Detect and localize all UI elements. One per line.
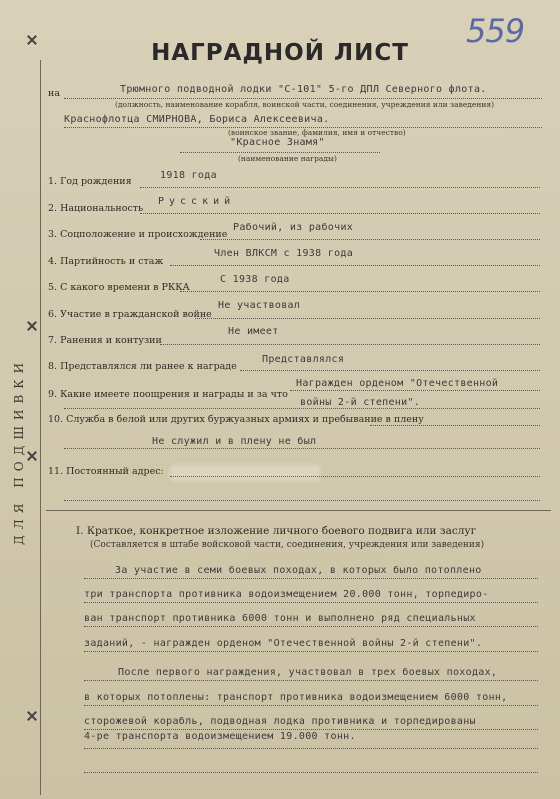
page-number: 559 — [466, 12, 525, 50]
position-caption: (должность, наименование корабля, воинской части, соединения, учреждения или заведения) — [115, 100, 494, 109]
fill-line — [64, 98, 542, 99]
redacted-address — [170, 465, 320, 481]
field-label: 8. Представлялся ли ранее к награде — [48, 361, 237, 372]
fill-line — [170, 476, 540, 477]
field-label: 5. С какого времени в РККА — [48, 282, 190, 293]
field-value: С 1938 года — [220, 274, 290, 285]
field-value: Русский — [158, 196, 236, 207]
ruled-line — [84, 772, 538, 773]
fill-line — [370, 425, 540, 426]
field-value: Не имеет — [228, 326, 279, 337]
field-label: 1. Год рождения — [48, 176, 132, 187]
fill-line — [240, 370, 540, 371]
narrative-line: сторожевой корабль, подводная лодка противника и торпедированы — [84, 716, 476, 727]
narrative-line: 4-ре транспорта водоизмещением 19.000 тонн. — [84, 731, 356, 742]
field-value: Рабочий, из рабочих — [233, 222, 354, 233]
binding-hole-mark — [28, 712, 36, 720]
ruled-line — [84, 578, 538, 579]
fill-line — [180, 152, 380, 153]
narrative-line: ван транспорт противника 6000 тонн и выполнено ряд специальных — [84, 613, 476, 624]
field-label: 9. Какие имеете поощрения и награды и за что — [48, 389, 288, 400]
ruled-line — [84, 748, 538, 749]
fill-line — [64, 500, 540, 501]
field-label: 11. Постоянный адрес: — [48, 466, 164, 477]
field-value: Представлялся — [262, 354, 345, 365]
fill-line — [64, 408, 540, 409]
binding-hole-mark — [28, 322, 36, 330]
field-value: Не участвовал — [218, 300, 301, 311]
fill-line — [180, 291, 540, 292]
fill-line — [200, 239, 540, 240]
narrative-line: заданий, - награжден орденом "Отечественной войны 2-й степени". — [84, 638, 483, 649]
section-divider — [46, 510, 551, 511]
fill-line — [140, 213, 540, 214]
binding-hole-mark — [28, 452, 36, 460]
field-label: 10. Служба в белой или других буржуазных армиях и пребывание в плену — [48, 414, 424, 425]
field-value-continued: войны 2-й степени". — [300, 397, 421, 408]
ruled-line — [84, 626, 538, 627]
narrative-line: За участие в семи боевых походах, в которых было потоплено — [115, 565, 482, 576]
binding-hole-mark — [28, 36, 36, 44]
ruled-line — [84, 729, 538, 730]
narrative-line: три транспорта противника водоизмещением 20.000 тонн, торпедиро- — [84, 589, 489, 600]
section-title: I. Краткое, конкретное изложение личного боевого подвига или заслуг — [76, 525, 477, 537]
fill-line — [160, 344, 540, 345]
na-label: на — [48, 88, 60, 99]
fill-line — [290, 390, 540, 391]
narrative-line: в которых потоплены: транспорт противника водоизмещением 6000 тонн, — [84, 692, 508, 703]
position-value: Трюмного подводной лодки "С-101" 5-го ДПЛ Северного флота. — [120, 84, 487, 95]
award-caption: (наименование награды) — [238, 154, 337, 163]
field-value: Не служил и в плену не был — [152, 436, 317, 447]
field-label: 4. Партийность и стаж — [48, 256, 164, 267]
field-label: 7. Ранения и контузии — [48, 335, 162, 346]
fill-line — [170, 265, 540, 266]
document-title: НАГРАДНОЙ ЛИСТ — [151, 40, 409, 66]
fill-line — [140, 187, 540, 188]
ruled-line — [84, 680, 538, 681]
narrative-line: После первого награждения, участвовал в трех боевых походах, — [118, 667, 498, 678]
section-subtitle: (Составляется в штабе войсковой части, соединения, учреждения или заведения) — [90, 540, 485, 550]
rank-name-value: Краснофлотца СМИРНОВА, Бориса Алексеевича. — [64, 114, 330, 125]
ruled-line — [84, 705, 538, 706]
field-label: 6. Участие в гражданской войне — [48, 309, 212, 320]
binding-label: ДЛЯ ПОДШИВКИ — [12, 356, 26, 545]
field-label: 2. Национальность — [48, 203, 144, 214]
binding-margin-line — [40, 60, 41, 795]
ruled-line — [84, 602, 538, 603]
ruled-line — [84, 651, 538, 652]
award-value: "Красное Знамя" — [230, 137, 325, 148]
field-value: Награжден орденом "Отечественной — [296, 378, 499, 389]
field-value: Член ВЛКСМ с 1938 года — [214, 248, 354, 259]
field-value: 1918 года — [160, 170, 217, 181]
rank-name-caption: (воинское звание, фамилия, имя и отчество) — [228, 128, 406, 137]
field-label: 3. Соцположение и происхождение — [48, 229, 228, 240]
fill-line — [64, 448, 540, 449]
fill-line — [195, 318, 540, 319]
